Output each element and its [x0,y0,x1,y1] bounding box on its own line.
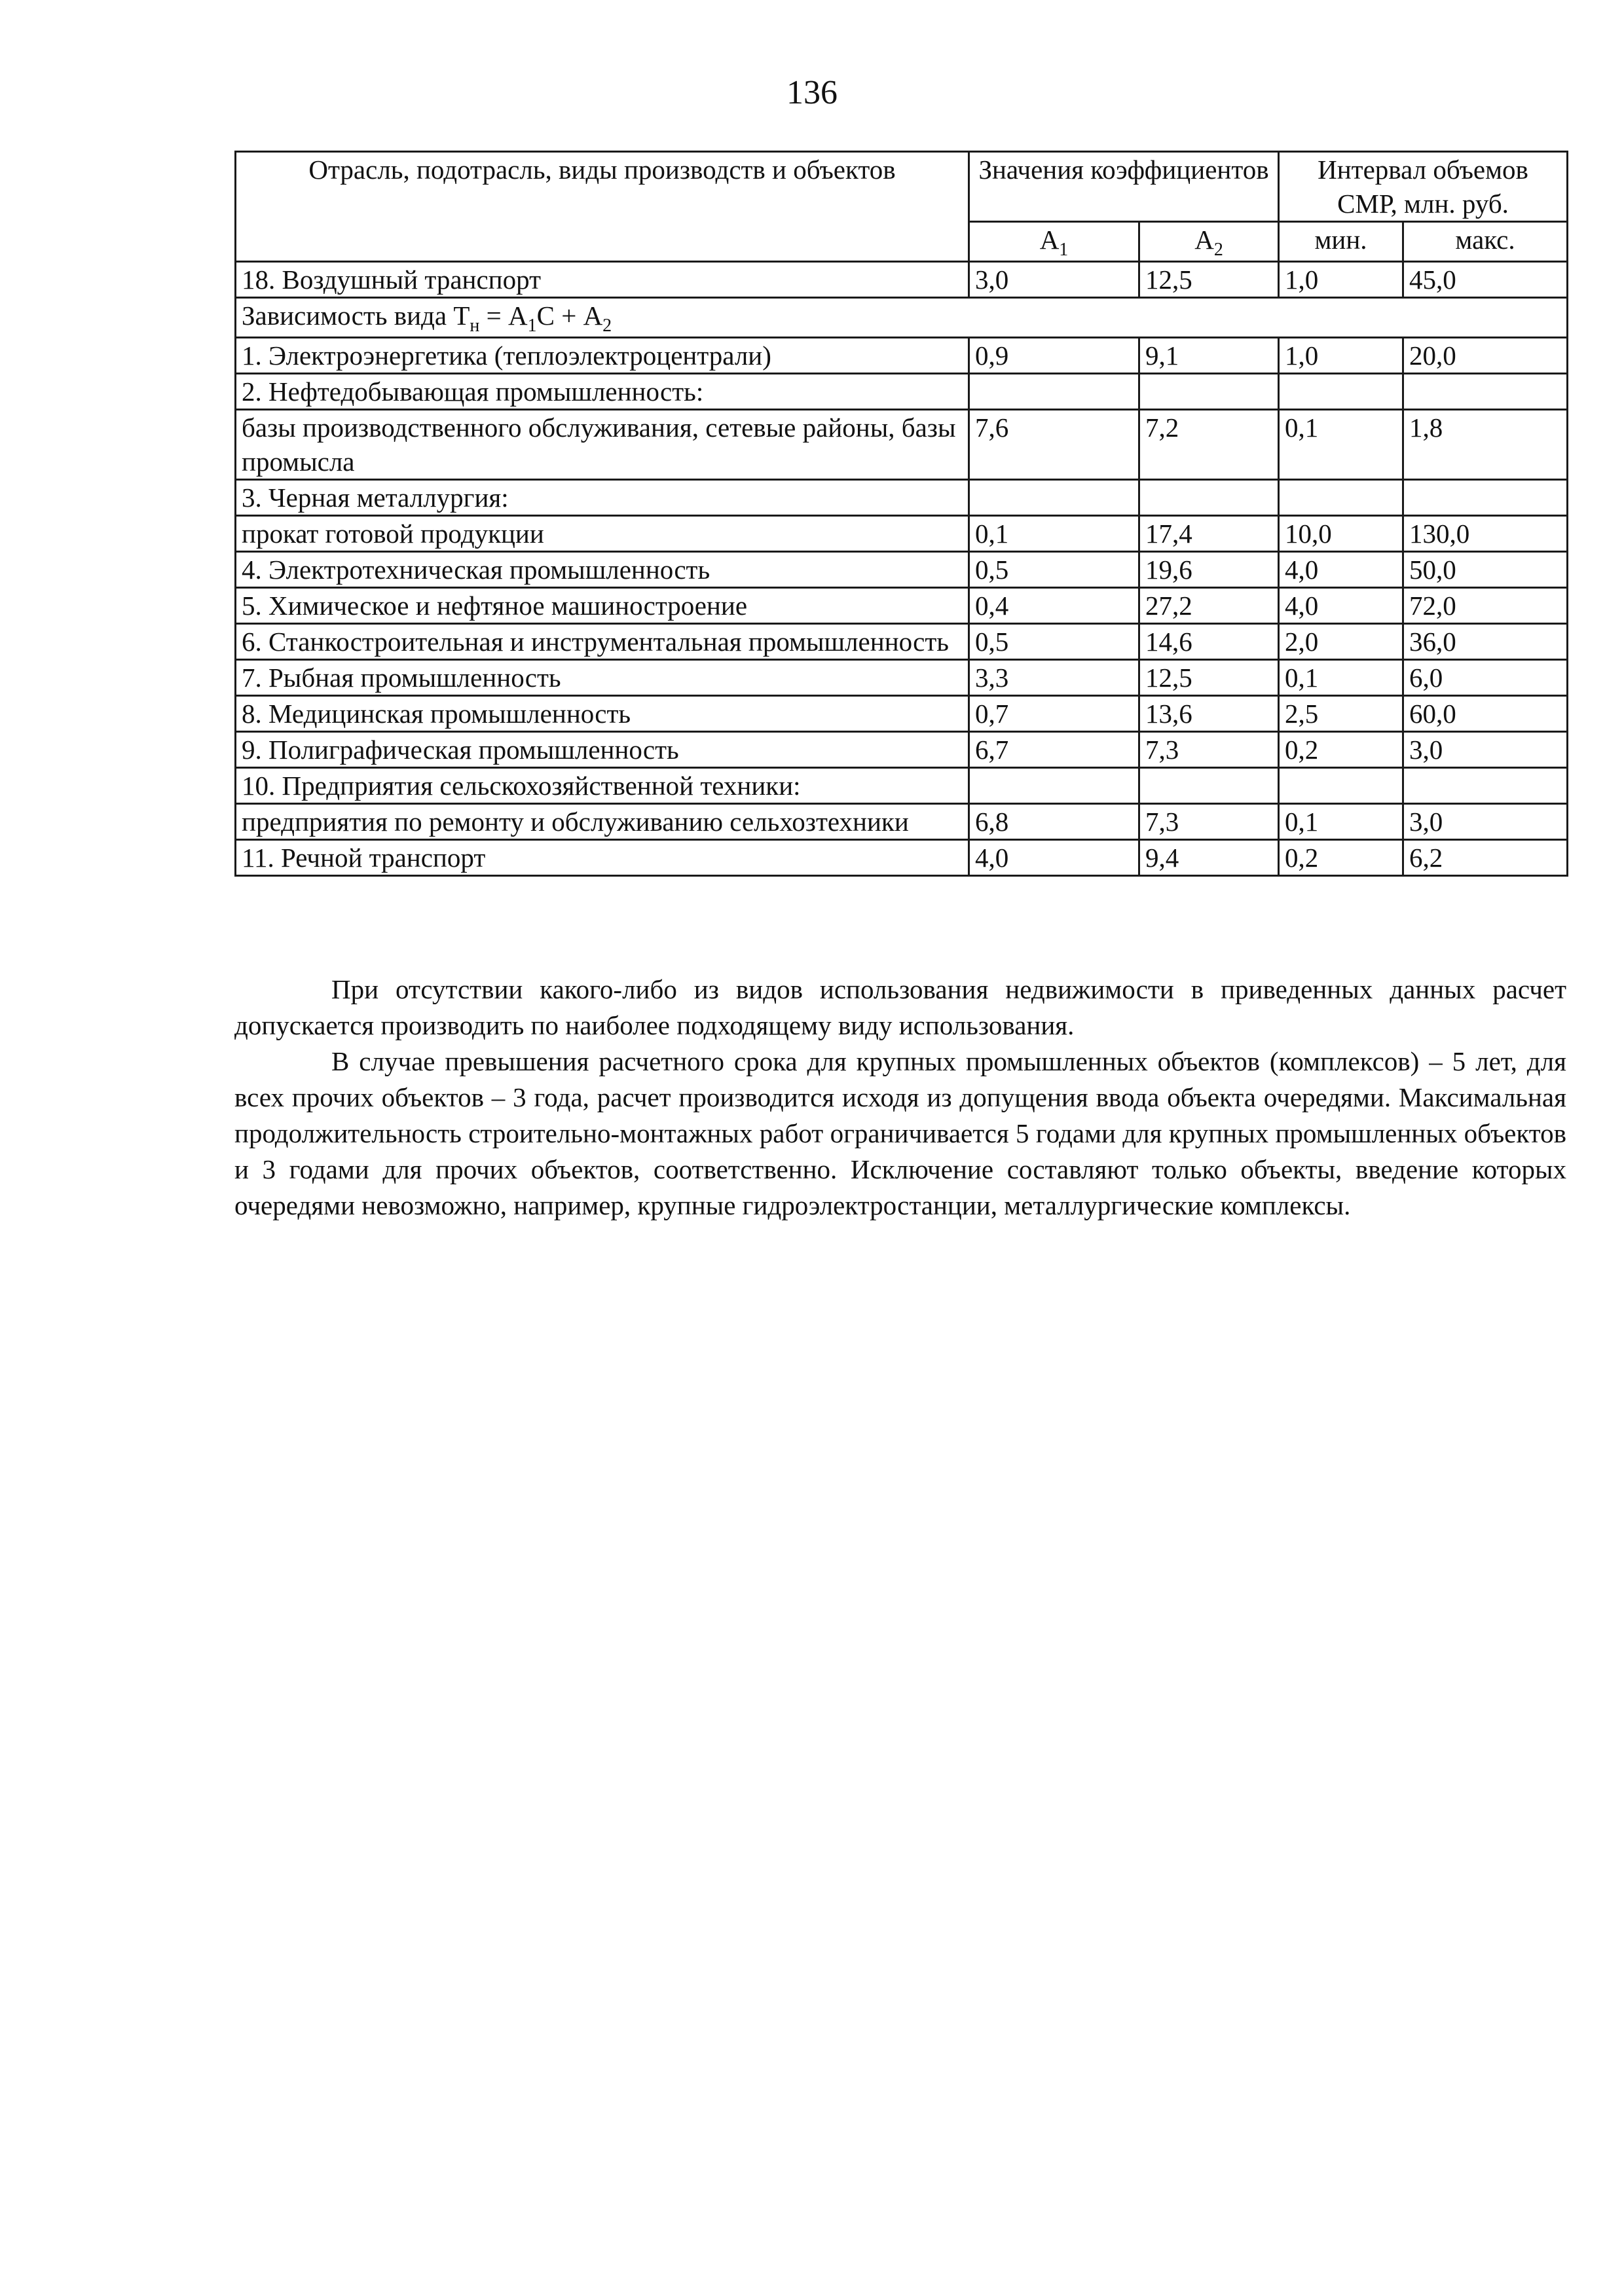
cell-a2: 7,3 [1139,732,1279,768]
formula-mid: = А [479,301,528,331]
table-row [236,338,1568,374]
cell-min: 0,1 [1279,410,1403,480]
cell-min [1279,768,1403,804]
cell-a2 [1139,374,1279,410]
cell-min: 0,2 [1279,732,1403,768]
row-name: прокат готовой продукции [236,516,969,552]
header-name: Отрасль, подотрасль, виды производств и объектов [236,152,969,262]
cell-min: 4,0 [1279,588,1403,624]
cell-max: 130,0 [1403,516,1568,552]
cell-min: 0,1 [1279,660,1403,696]
row-name: 5. Химическое и нефтяное машиностроение [236,588,969,624]
table-row [236,660,1568,696]
cell-min: 2,0 [1279,624,1403,660]
cell-max [1403,768,1568,804]
header-a2-sub: 2 [1213,240,1223,260]
cell-max: 60,0 [1403,696,1568,732]
row-name: 1. Электроэнергетика (теплоэлектроцентрали) [236,338,969,374]
row-name: 2. Нефтедобывающая промышленность: [236,374,969,410]
row-name: предприятия по ремонту и обслуживанию сельхозтехники [236,804,969,840]
row-name: 8. Медицинская промышленность [236,696,969,732]
formula-pre: Зависимость вида Т [242,301,470,331]
cell-a2: 13,6 [1139,696,1279,732]
cell-max: 50,0 [1403,552,1568,588]
cell-a2: 9,4 [1139,840,1279,876]
cell-a2: 17,4 [1139,516,1279,552]
cell-a2: 27,2 [1139,588,1279,624]
cell-min [1279,374,1403,410]
cell-a2: 12,5 [1139,660,1279,696]
header-a1 [969,222,1139,262]
table-row [236,768,1568,804]
cell-max: 6,2 [1403,840,1568,876]
cell-a2: 14,6 [1139,624,1279,660]
cell-min: 10,0 [1279,516,1403,552]
row-name: 9. Полиграфическая промышленность [236,732,969,768]
row-name: базы производственного обслуживания, сетевые районы, базы промысла [236,410,969,480]
cell-max: 3,0 [1403,732,1568,768]
table-row [236,840,1568,876]
row-name: 6. Станкостроительная и инструментальная промышленность [236,624,969,660]
table-header [236,152,1568,262]
table-row [236,552,1568,588]
header-a1-base: A [1039,225,1060,255]
header-max: макс. [1403,222,1568,262]
cell-min [1279,480,1403,516]
cell-a1: 6,7 [969,732,1139,768]
cell-max: 36,0 [1403,624,1568,660]
table-row [236,410,1568,480]
cell-min: 4,0 [1279,552,1403,588]
table-row [236,374,1568,410]
cell-a1: 0,9 [969,338,1139,374]
table-row [236,516,1568,552]
cell-min: 2,5 [1279,696,1403,732]
cell-min: 1,0 [1279,338,1403,374]
header-min: мин. [1279,222,1403,262]
header-coef-group: Значения коэффициентов [969,152,1279,222]
table-row [236,624,1568,660]
table-row [236,696,1568,732]
formula-cell [236,298,1568,338]
formula-sub-2: 2 [602,316,612,336]
cell-a1: 6,8 [969,804,1139,840]
header-interval-group: Интервал объемов СМР, млн. руб. [1279,152,1568,222]
table-row [236,732,1568,768]
table-row [236,588,1568,624]
cell-a1: 0,1 [969,516,1139,552]
row-name: 4. Электротехническая промышленность [236,552,969,588]
cell-max [1403,480,1568,516]
cell-max: 45,0 [1403,262,1568,298]
cell-a1 [969,768,1139,804]
cell-min: 0,2 [1279,840,1403,876]
row-name: 3. Черная металлургия: [236,480,969,516]
cell-a1: 0,4 [969,588,1139,624]
table-row [236,262,1568,298]
header-a2-base: A [1194,225,1214,255]
paragraph-construction-term: В случае превышения расчетного срока для крупных промышленных объектов (комплексов) – 5 лет, для всех прочих объектов – 3 года, расчет производится исходя из допущения ввода объекта очередями. Максимальная продолжительность строительно-монтажных работ ограничивается 5 годами для крупных промышленных объектов и 3 годами для прочих объектов, соответственно. Исключение составляют только объекты, введение которых очередями невозможно, например, крупные гидроэлектростанции, металлургические комплексы. [234,1046,1566,1220]
table-row [236,804,1568,840]
header-a1-sub: 1 [1059,240,1069,260]
row-name: 11. Речной транспорт [236,840,969,876]
cell-a1: 7,6 [969,410,1139,480]
cell-a1 [969,374,1139,410]
cell-min: 1,0 [1279,262,1403,298]
cell-a1: 0,7 [969,696,1139,732]
formula-sub-n: н [470,316,480,336]
cell-min: 0,1 [1279,804,1403,840]
cell-max: 3,0 [1403,804,1568,840]
header-a2 [1139,222,1279,262]
cell-max: 72,0 [1403,588,1568,624]
cell-max: 1,8 [1403,410,1568,480]
cell-a1: 3,0 [969,262,1139,298]
cell-a2: 7,2 [1139,410,1279,480]
row-name: 7. Рыбная промышленность [236,660,969,696]
cell-max: 6,0 [1403,660,1568,696]
cell-a2: 7,3 [1139,804,1279,840]
row-name: 10. Предприятия сельскохозяйственной техники: [236,768,969,804]
table-row [236,480,1568,516]
formula-row [236,298,1568,338]
cell-a1 [969,480,1139,516]
cell-a2: 12,5 [1139,262,1279,298]
cell-a1: 4,0 [969,840,1139,876]
cell-max: 20,0 [1403,338,1568,374]
cell-a2 [1139,768,1279,804]
cell-a2: 9,1 [1139,338,1279,374]
cell-a1: 0,5 [969,624,1139,660]
row-name: 18. Воздушный транспорт [236,262,969,298]
cell-max [1403,374,1568,410]
paragraph-missing-use: При отсутствии какого-либо из видов использования недвижимости в приведенных данных расчет допускается производить по наиболее подходящему виду использования. [234,974,1566,1040]
formula-sub-1: 1 [527,316,537,336]
cell-a1: 3,3 [969,660,1139,696]
coefficients-table [234,151,1568,877]
header-row-top [236,152,1568,222]
cell-a1: 0,5 [969,552,1139,588]
formula-post: С + А [536,301,603,331]
table-body [236,262,1568,876]
cell-a2 [1139,480,1279,516]
page-number: 136 [786,74,838,111]
cell-a2: 19,6 [1139,552,1279,588]
